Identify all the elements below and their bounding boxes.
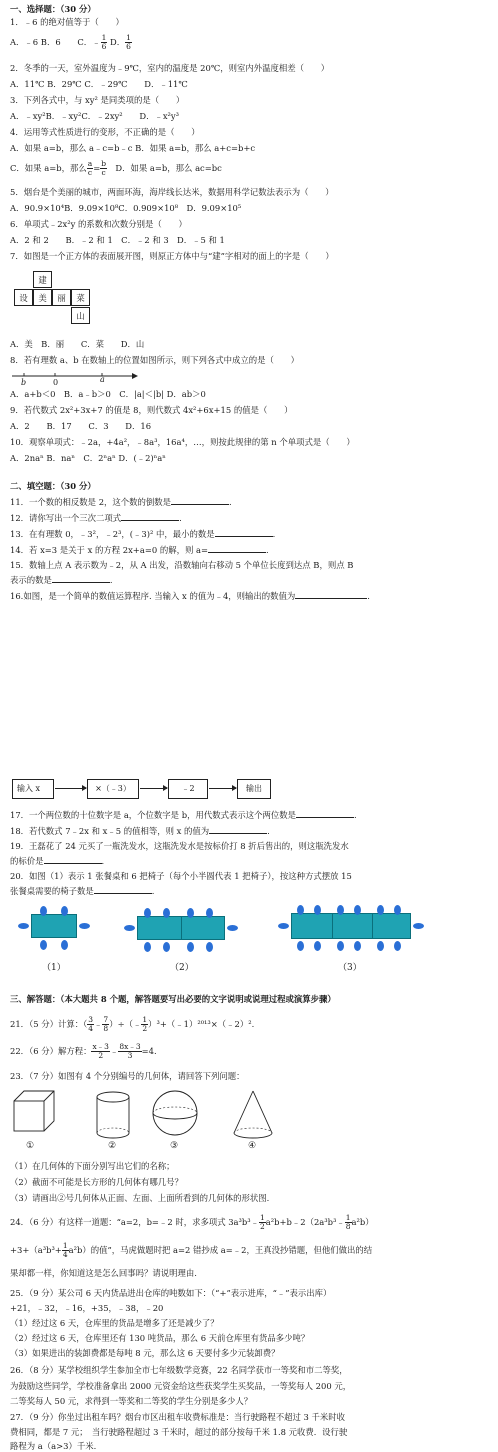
q20-line2: 张餐桌需要的椅子数是 . bbox=[10, 886, 155, 896]
chair bbox=[144, 908, 151, 918]
q1-stem: 1．﹣6 的绝对值等于（ ） bbox=[10, 17, 124, 27]
q23-part2: （2）截面不可能是长方形的几何体有哪几号？ bbox=[10, 1177, 183, 1187]
q9-stem: 9．若代数式 2x²+3x+7 的值是 8，则代数式 4x²+6x+15 的值是（ ） bbox=[10, 405, 293, 415]
q3-stem: 3．下列各式中，与 xy² 是同类项的是（ ） bbox=[10, 95, 185, 105]
net-face: 设 bbox=[14, 289, 33, 306]
chair bbox=[354, 941, 361, 951]
cube-icon bbox=[14, 1091, 54, 1131]
fraction: $\frac{1}{8}$ bbox=[345, 1213, 351, 1231]
q4-stem: 4．运用等式性质进行的变形，不正确的是（ ） bbox=[10, 127, 200, 137]
q23-stem: 23．（7 分）如图有 4 个分别编号的几何体，请回答下列问题： bbox=[10, 1071, 245, 1081]
chair bbox=[394, 905, 401, 915]
q17: 17．一个两位数的十位数字是 a，个位数字是 b，用代数式表示这个两位数是 . bbox=[10, 810, 357, 820]
q19-line1: 19．王磊花了 24 元买了一瓶洗发水，这瓶洗发水是按标价打 8 折后售出的，则这瓶洗发水 bbox=[10, 841, 349, 851]
chair bbox=[187, 908, 194, 918]
fraction: $\frac{x﹣3}{2}$ bbox=[92, 1042, 109, 1060]
q10-stem: 10．观察单项式：﹣2a，+4a²，﹣8a³，16a⁴，…，则按此规律的第 n 个单项式是（ ） bbox=[10, 437, 355, 447]
q12: 12．请你写出一个三次二项式 . bbox=[10, 513, 182, 523]
shape-number: ② bbox=[108, 1141, 117, 1151]
chair bbox=[227, 925, 238, 931]
flow-multiply-box: ×（﹣3） bbox=[87, 779, 139, 799]
number-line-label-b: b bbox=[21, 378, 27, 387]
answer-blank[interactable] bbox=[209, 825, 267, 834]
q26-line3: 二等奖每人 50 元，求得到一等奖和二等奖的学生分别是多少人？ bbox=[10, 1396, 253, 1406]
q24-line1: 24．（6 分）有这样一道题：“a=2，b=﹣2 时，求多项式 3a³b³﹣ $\frac{1}{2}$ a²b+b﹣2（2a³b³﹣ $\frac{1}{8}$ a²b） bbox=[10, 1213, 374, 1231]
q27-line2: 费相同，都是 7 元； 当行驶路程超过 3 千米时，超过的部分按每千米 1.8 元收费．设行驶 bbox=[10, 1427, 348, 1437]
chair bbox=[79, 923, 90, 929]
figure-caption: （3） bbox=[338, 963, 362, 973]
chair bbox=[354, 905, 361, 915]
chair bbox=[314, 941, 321, 951]
q2-options: A．11℃ B．29℃ C．﹣29℃ D．﹣11℃ bbox=[10, 79, 188, 89]
flow-arrow bbox=[140, 788, 167, 789]
fraction: $\frac{1}{2}$ bbox=[142, 1015, 148, 1033]
q2-stem: 2．冬季的一天，室外温度为﹣9℃，室内的温度是 20℃，则室内外温度相差（ ） bbox=[10, 63, 330, 73]
q14: 14．若 x=3 是关于 x 的方程 2x+a=0 的解，则 a= . bbox=[10, 545, 269, 555]
chair bbox=[163, 942, 170, 952]
q22: 22．（6 分）解方程： $\frac{x﹣3}{2}$ ﹣ $\frac{8x﹣3}{3}$ =4. bbox=[10, 1042, 157, 1060]
shape-number: ③ bbox=[170, 1141, 179, 1151]
answer-blank[interactable] bbox=[296, 809, 354, 818]
flow-output-box: 输出 bbox=[237, 779, 271, 799]
q19-line2: 的标价是 . bbox=[10, 856, 105, 866]
chair bbox=[377, 905, 384, 915]
chair bbox=[337, 905, 344, 915]
q8-options: A．a+b＜0 B．a﹣b＞0 C．|a|＜|b| D．ab＞0 bbox=[10, 389, 206, 399]
fraction: $\frac{1}{2}$ bbox=[260, 1213, 265, 1231]
section-fill-title: 二、填空题：（30 分） bbox=[10, 481, 96, 491]
q16: 16.如图，是一个简单的数值运算程序. 当输入 x 的值为﹣4，则输出的数值为 . bbox=[10, 591, 370, 601]
fraction: $\frac{b}{c}$ bbox=[101, 159, 107, 177]
figure-caption: （1） bbox=[42, 963, 66, 973]
answer-blank[interactable] bbox=[208, 544, 266, 553]
q25-line2: +21，﹣32，﹣16，+35，﹣38，﹣20 bbox=[10, 1303, 164, 1313]
shape-number: ① bbox=[26, 1141, 35, 1151]
q26-line2: 为鼓励这些同学，学校准备拿出 2000 元资金给这些获奖学生买奖品，一等奖每人 200 元， bbox=[10, 1381, 352, 1391]
chair bbox=[206, 942, 213, 952]
net-face: 菜 bbox=[71, 289, 90, 306]
answer-blank[interactable] bbox=[94, 885, 152, 894]
answer-blank[interactable] bbox=[121, 512, 179, 521]
q27-line1: 27．（9 分）你坐过出租车吗？烟台市区出租车收费标准是：当行驶路程不超过 3 千米时收 bbox=[10, 1412, 345, 1422]
q6-stem: 6．单项式﹣2x²y 的系数和次数分别是（ ） bbox=[10, 219, 187, 229]
q1-options: A．﹣6 B．6 C．﹣ $\frac{1}{6}$ D． $\frac{1}{6}$ bbox=[10, 33, 131, 51]
q24-line2: +3+（a³b³+ $\frac{1}{4}$ a²b）的值”，马虎做题时把 a=2 错抄成 a=﹣2，王真没抄错题，但他们做出的结 bbox=[10, 1241, 373, 1259]
q27-line3: 路程为 a（a>3）千米. bbox=[10, 1441, 97, 1451]
q6-options: A．2 和 2 B．﹣2 和 1 C．﹣2 和 3 D．﹣5 和 1 bbox=[10, 235, 225, 245]
chair bbox=[40, 940, 47, 950]
q15-line1: 15．数轴上点 A 表示数为﹣2，从 A 出发，沿数轴向右移动 5 个单位长度到达点 B，则点 B bbox=[10, 560, 354, 570]
q21: 21．（5 分）计算：（ $\frac{3}{4}$ ﹣ $\frac{7}{8}$ ）÷（﹣ $\frac{1}{2}$ ）³+（﹣1）²⁰¹³×（﹣2）². bbox=[10, 1015, 255, 1033]
q3-options: A．﹣xy²B．﹣xy²C．﹣2xy² D．﹣x²y³ bbox=[10, 111, 180, 121]
q9-options: A．2 B．17 C．3 D．16 bbox=[10, 421, 152, 431]
flow-arrow bbox=[209, 788, 236, 789]
chair bbox=[40, 906, 47, 916]
chair bbox=[206, 908, 213, 918]
q26-line1: 26．（8 分）某学校组织学生参加全市七年级数学竞赛，22 名同学获市一等奖和市二等奖， bbox=[10, 1365, 348, 1375]
net-face: 丽 bbox=[52, 289, 71, 306]
chair bbox=[124, 925, 135, 931]
solids-figure bbox=[10, 1087, 280, 1147]
chair bbox=[394, 941, 401, 951]
q8-stem: 8．若有理数 a、b 在数轴上的位置如图所示，则下列各式中成立的是（ ） bbox=[10, 355, 300, 365]
table bbox=[31, 914, 77, 938]
chair bbox=[187, 942, 194, 952]
q15-line2: 表示的数是 . bbox=[10, 575, 113, 585]
number-line-label-0: 0 bbox=[53, 378, 59, 387]
q13: 13．在有理数 0，﹣3²，﹣2³，(﹣3)² 中，最小的数是 . bbox=[10, 529, 276, 539]
answer-blank[interactable] bbox=[44, 855, 102, 864]
q4-option-ab: A．如果 a=b，那么 a﹣c=b﹣c B．如果 a=b，那么 a+c=b+c bbox=[10, 143, 256, 153]
fraction: $\frac{7}{8}$ bbox=[103, 1015, 109, 1033]
q23-part1: （1）在几何体的下面分别写出它们的名称； bbox=[10, 1161, 175, 1171]
q7-options: A．美 B．丽 C．菜 D．山 bbox=[10, 339, 145, 349]
q23-part3: （3）请画出②号几何体从正面、左面、上面所看到的几何体的形状图. bbox=[10, 1193, 270, 1203]
answer-blank[interactable] bbox=[295, 590, 367, 599]
answer-blank[interactable] bbox=[52, 574, 110, 583]
q7-stem: 7．如图是一个正方体的表面展开图，则原正方体中与“建”字相对的面上的字是（ ） bbox=[10, 251, 334, 261]
chair bbox=[337, 941, 344, 951]
q5-stem: 5．烟台是个美丽的城市，两面环海，海岸线长达米，数据用科学记数法表示为（ ） bbox=[10, 187, 334, 197]
sphere-icon bbox=[153, 1091, 197, 1135]
number-line-label-a: a bbox=[100, 375, 105, 384]
q24-line3: 果却都一样，你知道这是怎么回事吗？请说明理由. bbox=[10, 1268, 197, 1278]
chair bbox=[297, 905, 304, 915]
q20-line1: 20．如图（1）表示 1 张餐桌和 6 把椅子（每个小半圆代表 1 把椅子），按这种方式摆放 15 bbox=[10, 871, 352, 881]
answer-blank[interactable] bbox=[215, 528, 273, 537]
flow-subtract-box: ﹣2 bbox=[168, 779, 208, 799]
table bbox=[137, 916, 225, 940]
fraction: $\frac{1}{6}$ bbox=[101, 33, 107, 51]
q25-line1: 25．（9 分）某公司 6 天内货品进出仓库的吨数如下：（“+”表示进库，“﹣”表示出库） bbox=[10, 1288, 332, 1298]
answer-blank[interactable] bbox=[171, 496, 229, 505]
table bbox=[291, 913, 411, 939]
q18: 18．若代数式 7﹣2x 和 x﹣5 的值相等，则 x 的值为 . bbox=[10, 826, 270, 836]
q25-part2: （2）经过这 6 天，仓库里还有 130 吨货品，那么 6 天前仓库里有货品多少吨？ bbox=[10, 1333, 310, 1343]
cylinder-icon bbox=[97, 1092, 129, 1138]
flow-input-box: 输入 x bbox=[12, 779, 54, 799]
chair bbox=[413, 923, 424, 929]
flow-arrow bbox=[55, 788, 86, 789]
q11: 11．一个数的相反数是 2，这个数的倒数是 . bbox=[10, 497, 232, 507]
chair bbox=[61, 940, 68, 950]
chair bbox=[163, 908, 170, 918]
cone-icon bbox=[234, 1091, 272, 1138]
number-line-figure bbox=[10, 369, 140, 389]
chair bbox=[61, 906, 68, 916]
section-solution-title: 三、解答题：（本大题共 8 个题，解答题要写出必要的文字说明或说理过程或演算步骤） bbox=[10, 994, 336, 1004]
shape-number: ④ bbox=[248, 1141, 257, 1151]
q10-options: A．2naⁿ B．naⁿ C．2ⁿaⁿ D．(﹣2)ⁿaⁿ bbox=[10, 453, 166, 463]
chair bbox=[144, 942, 151, 952]
q25-part3: （3）如果进出的装卸费都是每吨 8 元，那么这 6 天要付多少元装卸费？ bbox=[10, 1348, 280, 1358]
fraction: $\frac{8x﹣3}{3}$ bbox=[119, 1042, 141, 1060]
q4-option-cd: C．如果 a=b，那么 $\frac{a}{c}$ = $\frac{b}{c}$ D．如果 a=b，那么 ac=bc bbox=[10, 159, 222, 177]
net-face: 美 bbox=[33, 289, 52, 306]
chair bbox=[297, 941, 304, 951]
chair bbox=[278, 923, 289, 929]
chair bbox=[18, 923, 29, 929]
q25-part1: （1）经过这 6 天，仓库里的货品是增多了还是减少了？ bbox=[10, 1318, 219, 1328]
net-face: 建 bbox=[33, 271, 52, 288]
figure-caption: （2） bbox=[170, 963, 194, 973]
fraction: $\frac{1}{4}$ bbox=[62, 1241, 68, 1259]
chair bbox=[314, 905, 321, 915]
fraction: $\frac{a}{c}$ bbox=[87, 159, 93, 177]
chair bbox=[377, 941, 384, 951]
section-choice-title: 一、选择题：（30 分） bbox=[10, 4, 96, 14]
fraction: $\frac{3}{4}$ bbox=[88, 1015, 94, 1033]
net-face: 山 bbox=[71, 307, 90, 324]
q5-options: A．90.9×10⁴B．9.09×10⁸C．0.909×10⁸ D．9.09×10⁵ bbox=[10, 203, 242, 213]
fraction: $\frac{1}{6}$ bbox=[126, 33, 131, 51]
